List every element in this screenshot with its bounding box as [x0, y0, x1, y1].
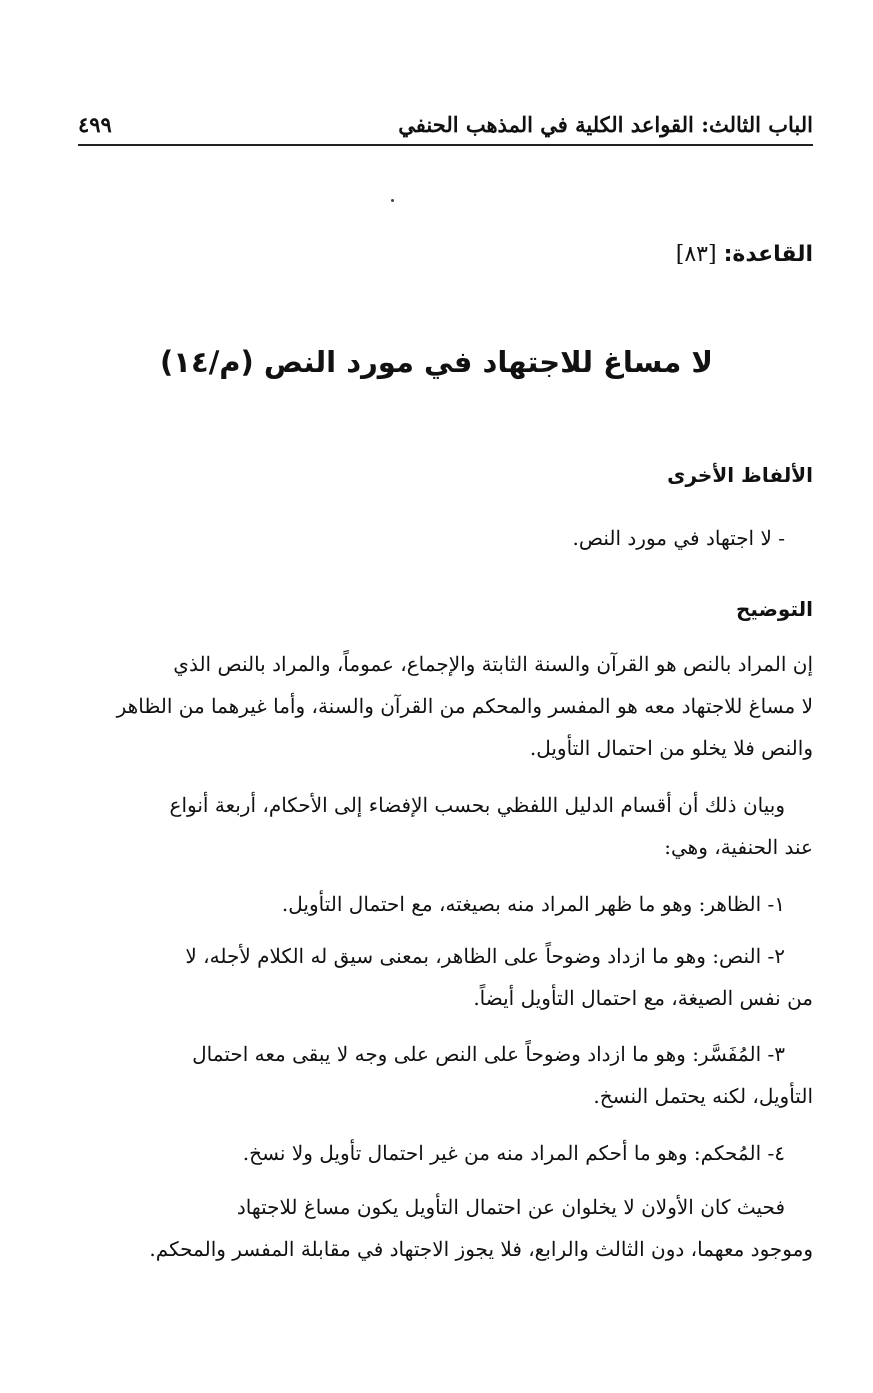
- rule-title: لا مساغ للاجتهاد في مورد النص (م/١٤): [160, 345, 713, 379]
- rule-number: [٨٣]: [675, 242, 717, 267]
- paragraph-line: وموجود معهما، دون الثالث والرابع، فلا يجوز الاجتهاد في مقابلة المفسر والمحكم.: [149, 1237, 813, 1261]
- explanation-paragraph-1: [78, 643, 813, 769]
- type-mufassar: [78, 1033, 813, 1117]
- explanation-heading: التوضيح: [736, 597, 813, 621]
- paragraph-line: فحيث كان الأولان لا يخلوان عن احتمال التأويل يكون مساغ للاجتهاد: [236, 1195, 785, 1219]
- list-item-continuation: من نفس الصيغة، مع احتمال التأويل أيضاً.: [473, 986, 813, 1010]
- running-header: [78, 110, 813, 146]
- paragraph-line: والنص فلا يخلو من احتمال التأويل.: [529, 736, 813, 760]
- page-number: ٤٩٩: [78, 112, 112, 137]
- list-item: ١- الظاهر: وهو ما ظهر المراد منه بصيغته، مع احتمال التأويل.: [281, 892, 785, 916]
- other-wordings-heading: الألفاظ الأخرى: [667, 463, 813, 487]
- print-speck: [391, 199, 394, 202]
- explanation-paragraph-2: [78, 784, 813, 868]
- paragraph-line: إن المراد بالنص هو القرآن والسنة الثابتة والإجماع، عموماً، والمراد بالنص الذي: [173, 652, 813, 676]
- type-muhkam: [78, 1132, 813, 1174]
- rule-label: [676, 242, 813, 267]
- paragraph-line: لا مساغ للاجتهاد معه هو المفسر والمحكم من القرآن والسنة، وأما غيرهما من الظاهر: [116, 694, 813, 718]
- type-nass: [78, 935, 813, 1019]
- other-wordings-list: [78, 517, 785, 559]
- type-zahir: [78, 883, 813, 925]
- chapter-title: الباب الثالث: القواعد الكلية في المذهب الحنفي: [398, 112, 813, 137]
- conclusion-paragraph: [78, 1186, 813, 1270]
- list-item-continuation: التأويل، لكنه يحتمل النسخ.: [593, 1084, 813, 1108]
- paragraph-line: وبيان ذلك أن أقسام الدليل اللفظي بحسب الإفضاء إلى الأحكام، أربعة أنواع: [169, 793, 785, 817]
- list-item: ٣- المُفَسَّر: وهو ما ازداد وضوحاً على النص على وجه لا يبقى معه احتمال: [192, 1042, 785, 1066]
- rule-label-word: القاعدة:: [723, 242, 813, 267]
- paragraph-line: عند الحنفية، وهي:: [664, 835, 813, 859]
- other-wording-item: - لا اجتهاد في مورد النص.: [572, 526, 785, 550]
- list-item: ٤- المُحكم: وهو ما أحكم المراد منه من غير احتمال تأويل ولا نسخ.: [242, 1141, 785, 1165]
- list-item: ٢- النص: وهو ما ازداد وضوحاً على الظاهر، بمعنى سيق له الكلام لأجله، لا: [185, 944, 785, 968]
